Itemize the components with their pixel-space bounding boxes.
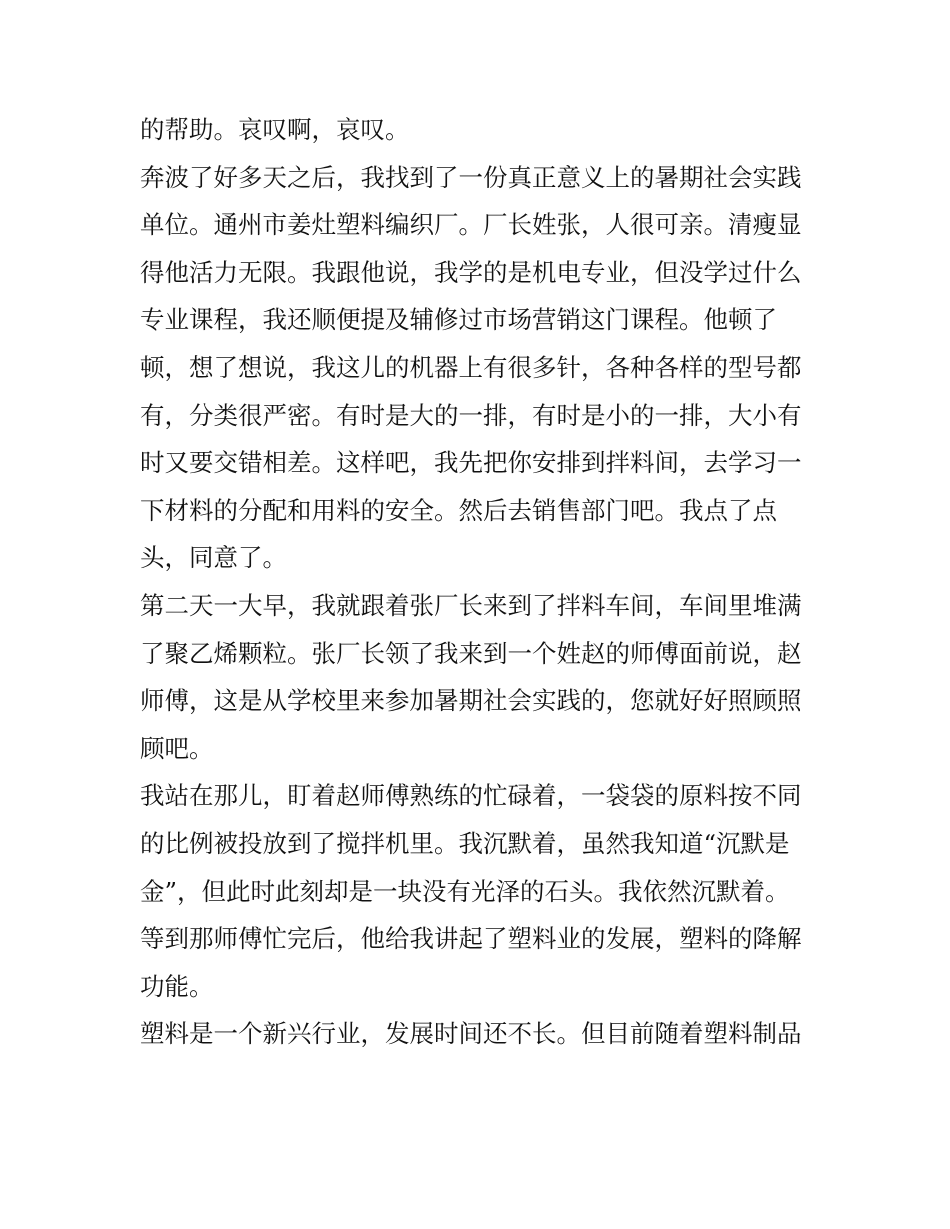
text-line-19: 功能。 <box>140 971 214 1001</box>
text-line-3: 单位。通州市姜灶塑料编织厂。厂长姓张，人很可亲。清瘦显 <box>140 210 802 240</box>
text-line-20: 塑料是一个新兴行业，发展时间还不长。但目前随着塑料制品 <box>140 1019 802 1049</box>
text-line-10: 头，同意了。 <box>140 543 287 573</box>
text-line-13: 师傅，这是从学校里来参加暑期社会实践的，您就好好照顾照 <box>140 686 802 716</box>
text-line-18: 等到那师傅忙完后，他给我讲起了塑料业的发展，塑料的降解 <box>140 924 802 954</box>
text-line-5: 专业课程，我还顺便提及辅修过市场营销这门课程。他顿了 <box>140 305 777 335</box>
text-line-4: 得他活力无限。我跟他说，我学的是机电专业，但没学过什么 <box>140 257 802 287</box>
text-line-2: 奔波了好多天之后，我找到了一份真正意义上的暑期社会实践 <box>140 162 802 192</box>
text-line-9: 下材料的分配和用料的安全。然后去销售部门吧。我点了点 <box>140 495 777 525</box>
text-line-7: 有，分类很严密。有时是大的一排，有时是小的一排，大小有 <box>140 400 802 430</box>
document-body <box>140 106 820 1058</box>
text-line-1: 的帮助。哀叹啊，哀叹。 <box>140 115 410 144</box>
text-line-8: 时又要交错相差。这样吧，我先把你安排到拌料间，去学习一 <box>140 448 802 478</box>
text-line-6: 顿，想了想说，我这儿的机器上有很多针，各种各样的型号都 <box>140 352 802 382</box>
text-line-16: 的比例被投放到了搅拌机里。我沉默着，虽然我知道“沉默是 <box>140 828 790 858</box>
text-line-11: 第二天一大早，我就跟着张厂长来到了拌料车间，车间里堆满 <box>140 590 802 620</box>
text-line-12: 了聚乙烯颗粒。张厂长领了我来到一个姓赵的师傅面前说，赵 <box>140 638 802 668</box>
text-line-15: 我站在那儿，盯着赵师傅熟练的忙碌着，一袋袋的原料按不同 <box>140 781 802 811</box>
text-line-17: 金”，但此时此刻却是一块没有光泽的石头。我依然沉默着。 <box>140 876 790 906</box>
text-line-14: 顾吧。 <box>140 733 214 763</box>
